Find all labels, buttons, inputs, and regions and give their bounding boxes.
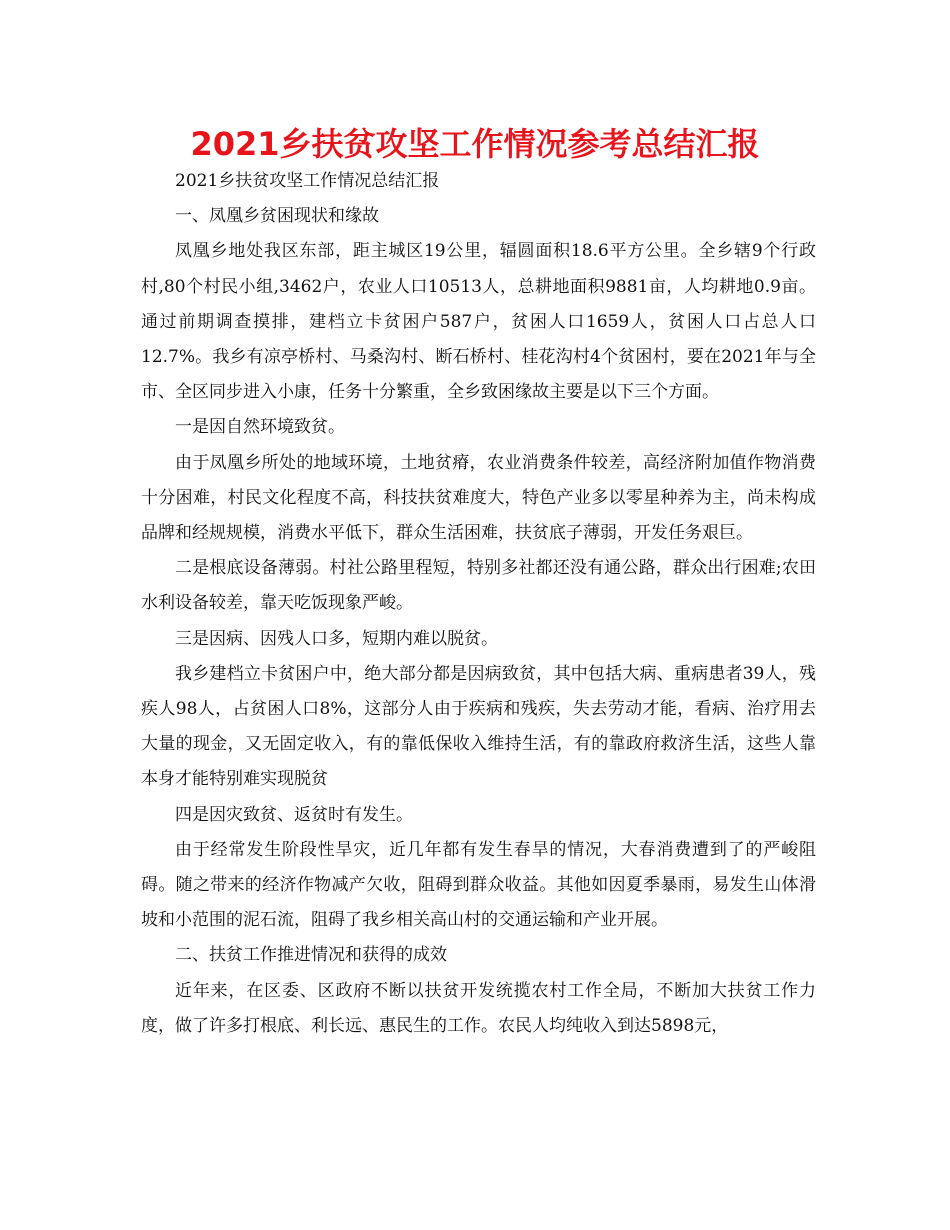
paragraph: 三是因病、因残人口多，短期内难以脱贫。 (175, 628, 498, 649)
paragraph: 凤凰乡地处我区东部，距主城区19公里，辐圆面积18.6平方公里。全乡辖9个行政村,80个村民小组,3462户，农业人口10513人，总耕地面积9881亩，人均耕地0.9亩。通过前期调查摸排，建档立卡贫困户587户，贫困人口1659人，贫困人口占总人口12.7%。我乡有凉亭桥村、马桑沟村、断石桥村、桂花沟村4个贫困村，要在2021年与全市、全区同步进入小康，任务十分繁重，全乡致困缘故主要是以下三个方面。 (141, 241, 816, 403)
paragraph: 二是根底设备薄弱。村社公路里程短，特别多社都还没有通公路，群众出行困难;农田水利设备较差，靠天吃饭现象严峻。 (141, 558, 816, 614)
paragraph: 二、扶贫工作推进情况和获得的成效 (175, 945, 447, 966)
paragraph: 2021乡扶贫攻坚工作情况总结汇报 (175, 171, 440, 191)
paragraph: 我乡建档立卡贫困户中，绝大部分都是因病致贫，其中包括大病、重病患者39人，残疾人98人，占贫困人口8%，这部分人由于疾病和残疾，失去劳动才能，看病、治疗用去大量的现金，又无固定收入，有的靠低保收入维持生活，有的靠政府救济生活，这些人靠本身才能特别难实现脱贫 (141, 663, 816, 790)
paragraph: 由于凤凰乡所处的地域环境，土地贫瘠，农业消费条件较差，高经济附加值作物消费十分困难，村民文化程度不高，科技扶贫难度大，特色产业多以零星种养为主，尚未构成品牌和经规规模，消费水平低下，群众生活困难，扶贫底子薄弱，开发任务艰巨。 (141, 452, 816, 544)
paragraph: 一、凤凰乡贫困现状和缘故 (175, 206, 379, 227)
document-body (141, 164, 816, 1044)
paragraph: 四是因灾致贫、返贫时有发生。 (175, 804, 413, 825)
document-title: 2021乡扶贫攻坚工作情况参考总结汇报 (190, 125, 760, 163)
paragraph: 一是因自然环境致贫。 (175, 417, 345, 438)
paragraph: 由于经常发生阶段性旱灾，近几年都有发生春旱的情况，大春消费遭到了的严峻阻碍。随之带来的经济作物减产欠收，阻碍到群众收益。其他如因夏季暴雨，易发生山体滑坡和小范围的泥石流，阻碍了我乡相关高山村的交通运输和产业开展。 (141, 839, 816, 931)
paragraph: 近年来，在区委、区政府不断以扶贫开发统揽农村工作全局，不断加大扶贫工作力度，做了许多打根底、利长远、惠民生的工作。农民人均纯收入到达5898元， (141, 980, 816, 1036)
